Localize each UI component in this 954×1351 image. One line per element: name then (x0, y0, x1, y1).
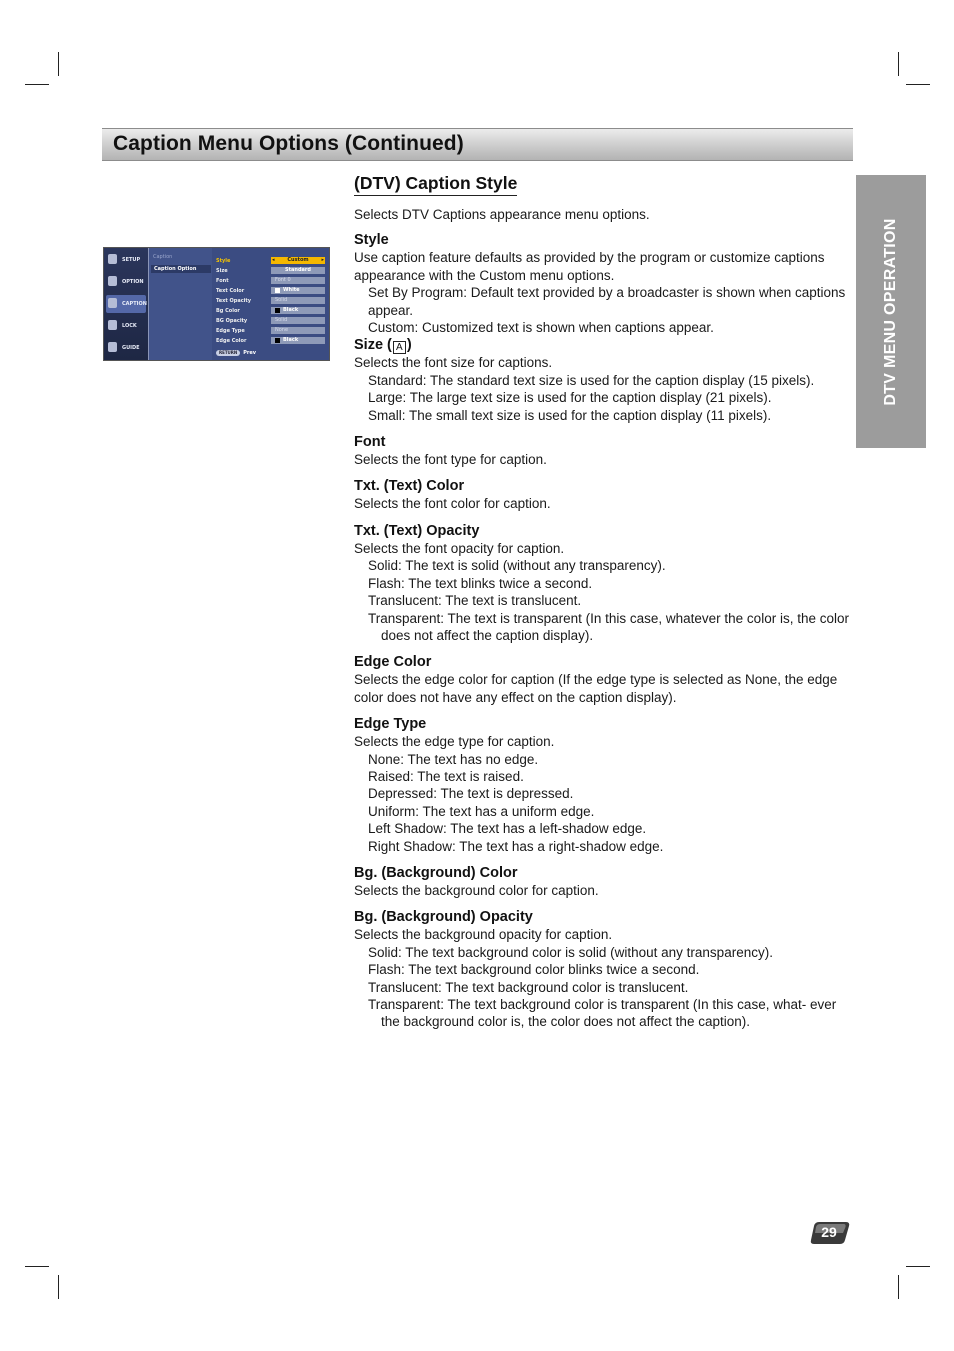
option-icon (108, 276, 117, 286)
item-desc: Use caption feature defaults as provided by the program or customize captions appearance with the Custom menu options. (354, 250, 825, 283)
item-option: Right Shadow: The text has a right-shadow edge. (368, 838, 664, 854)
osd-row-label: Text Opacity (216, 298, 252, 304)
item-heading: Txt. (Text) Opacity (354, 522, 480, 539)
edge-type-item (354, 715, 854, 855)
item-option: Flash: The text blinks twice a second. (368, 575, 593, 591)
osd-row-style (216, 257, 328, 265)
section-intro: Selects DTV Captions appearance menu options. (354, 207, 650, 222)
arrow-right-icon: ▸ (321, 257, 324, 263)
section-side-tab (856, 175, 926, 448)
item-heading: Edge Color (354, 654, 432, 671)
item-option: Flash: The text background color blinks twice a second. (368, 962, 700, 978)
osd-row-value (271, 257, 325, 264)
crop-mark (25, 84, 49, 85)
arrow-left-icon: ◂ (272, 257, 275, 263)
item-heading (354, 336, 854, 354)
osd-row-value: Black (271, 337, 325, 344)
item-desc: Selects the font size for captions. (354, 355, 553, 371)
osd-nav-label: GUIDE (122, 345, 140, 351)
osd-row-value: Font 0 (271, 277, 325, 284)
style-item (354, 231, 854, 336)
osd-row-label: Edge Type (216, 328, 245, 334)
osd-nav-label: SETUP (122, 257, 141, 263)
size-heading-text: Size ( (354, 337, 392, 354)
item-heading: Txt. (Text) Color (354, 478, 465, 495)
page-title-bar (102, 128, 853, 161)
osd-row-edge-type (216, 327, 328, 335)
item-option: Small: The small text size is used for the caption display (11 pixels). (368, 407, 772, 423)
osd-nav-lock (106, 317, 146, 335)
osd-row-edge-color (216, 337, 328, 345)
section-title: (DTV) Caption Style (354, 172, 517, 196)
osd-breadcrumb: Caption (153, 254, 173, 260)
osd-nav-label: LOCK (122, 323, 137, 329)
item-heading: Edge Type (354, 716, 427, 733)
osd-row-value: Solid (271, 297, 325, 304)
osd-row-bg-opacity (216, 317, 328, 325)
item-desc: Selects the background color for caption. (354, 882, 599, 898)
crop-mark (898, 1275, 899, 1299)
crop-mark (906, 84, 930, 85)
osd-row-label: Font (216, 278, 229, 284)
lock-icon (108, 320, 117, 330)
caption-style-content (354, 172, 854, 1031)
osd-row-label: Bg Color (216, 308, 240, 314)
osd-row-text-opacity (216, 297, 328, 305)
item-option: Left Shadow: The text has a left-shadow edge. (368, 821, 647, 837)
page-number: 29 (821, 1224, 837, 1240)
osd-row-label: Size (216, 268, 228, 274)
item-heading: Style (354, 232, 389, 249)
item-option: Large: The large text size is used for the caption display (21 pixels). (368, 390, 772, 406)
osd-row-label: Style (216, 258, 231, 264)
crop-mark (58, 1275, 59, 1299)
text-opacity-item (354, 522, 854, 644)
osd-row-value: Solid (271, 317, 325, 324)
caption-icon (108, 298, 117, 308)
osd-nav-setup (106, 251, 146, 269)
boxed-a-icon: A (393, 341, 406, 354)
crop-mark (58, 52, 59, 76)
osd-footer (216, 350, 256, 356)
osd-nav (104, 248, 149, 360)
osd-submenu (149, 248, 212, 360)
bg-opacity-item (354, 908, 854, 1030)
item-option: Custom: Customized text is shown when captions appear. (368, 320, 714, 336)
item-option: Translucent: The text is translucent. (368, 593, 582, 609)
osd-nav-option (106, 273, 146, 291)
osd-nav-caption (106, 295, 146, 313)
osd-nav-label: OPTION (122, 279, 144, 285)
osd-nav-guide (106, 339, 146, 357)
osd-footer-label: Prev (243, 350, 256, 356)
item-desc: Selects the font opacity for caption. (354, 540, 565, 556)
side-tab-label: DTV MENU OPERATION (882, 217, 899, 406)
item-option: Standard: The standard text size is used for the caption display (15 pixels). (368, 372, 815, 388)
crop-mark (898, 52, 899, 76)
item-option: Solid: The text is solid (without any transparency). (368, 558, 666, 574)
osd-options (212, 248, 329, 360)
return-key-icon: RETURN (216, 350, 240, 356)
caption-menu-screenshot (103, 247, 330, 361)
item-desc: Selects the edge color for caption (If the edge type is selected as None, the edge color does not have any effect on the caption display). (354, 672, 838, 705)
guide-icon (108, 342, 117, 352)
edge-color-item (354, 653, 854, 706)
item-option: Transparent: The text background color is transparent (In this case, what- ever the background color is, the color does not affect the caption). (368, 997, 837, 1030)
osd-submenu-item: Caption Option (151, 265, 211, 273)
osd-row-label: Edge Color (216, 338, 247, 344)
item-option: Uniform: The text has a uniform edge. (368, 803, 595, 819)
item-desc: Selects the font type for caption. (354, 452, 547, 468)
item-option: Depressed: The text is depressed. (368, 786, 574, 802)
crop-mark (25, 1266, 49, 1267)
item-option: Raised: The text is raised. (368, 768, 524, 784)
osd-row-label: BG Opacity (216, 318, 248, 324)
size-item (354, 336, 854, 424)
item-option: None: The text has no edge. (368, 751, 539, 767)
item-option: Transparent: The text is transparent (In this case, whatever the color is, the color does not affect the caption display). (368, 610, 849, 643)
item-option: Set By Program: Default text provided by a broadcaster is shown when captions appear. (368, 285, 846, 318)
osd-row-value: White (271, 287, 325, 294)
osd-value-text: Custom (287, 257, 309, 263)
osd-row-label: Text Color (216, 288, 245, 294)
item-heading: Bg. (Background) Color (354, 864, 518, 881)
osd-row-value: Black (271, 307, 325, 314)
item-desc: Selects the font color for caption. (354, 496, 551, 512)
crop-mark (906, 1266, 930, 1267)
size-heading-end: ) (406, 337, 412, 354)
osd-nav-label: CAPTION (122, 301, 147, 307)
item-option: Translucent: The text background color is translucent. (368, 979, 689, 995)
text-color-item (354, 477, 854, 512)
osd-row-text-color (216, 287, 328, 295)
osd-row-bg-color (216, 307, 328, 315)
osd-row-size (216, 267, 328, 275)
page-number-badge (810, 1221, 850, 1245)
osd-row-value: None (271, 327, 325, 334)
bg-color-item (354, 864, 854, 899)
osd-row-value: Standard (271, 267, 325, 274)
page-title: Caption Menu Options (Continued) (113, 132, 464, 155)
setup-icon (108, 254, 117, 264)
item-option: Solid: The text background color is solid (without any transparency). (368, 944, 773, 960)
item-desc: Selects the edge type for caption. (354, 734, 555, 750)
osd-row-font (216, 277, 328, 285)
font-item (354, 433, 854, 468)
item-desc: Selects the background opacity for caption. (354, 927, 613, 943)
item-heading: Font (354, 434, 386, 451)
item-heading: Bg. (Background) Opacity (354, 909, 533, 926)
